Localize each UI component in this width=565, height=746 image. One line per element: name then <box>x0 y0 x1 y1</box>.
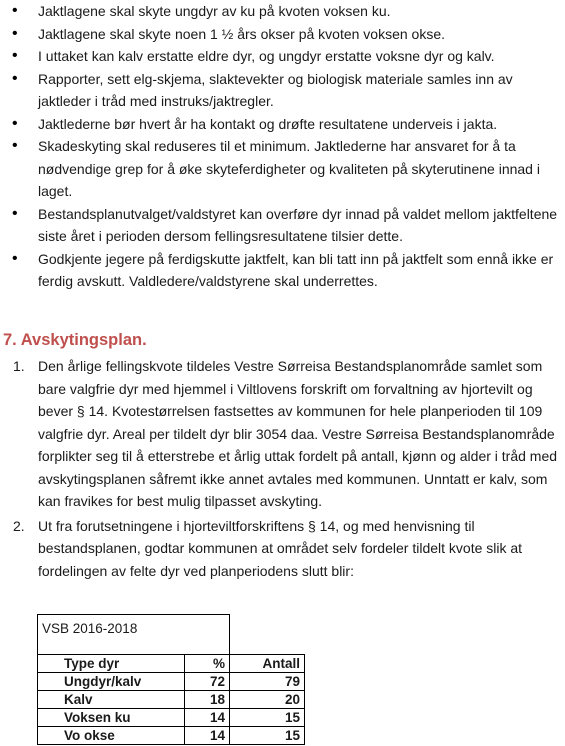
table-header-row <box>38 655 305 673</box>
table-cell: Voksen ku <box>38 709 185 727</box>
table-header-cell: Type dyr <box>38 655 185 673</box>
numbered-item <box>0 355 565 513</box>
bullet-item <box>0 203 565 248</box>
bullet-dot-icon: • <box>12 69 18 87</box>
table-row <box>38 673 305 691</box>
numbered-item-label: 2. <box>13 517 25 534</box>
table-cell: 14 <box>185 709 230 727</box>
numbered-item <box>0 515 565 583</box>
bullet-item <box>0 135 565 203</box>
table-cell: 20 <box>230 691 305 709</box>
bullet-text: Bestandsplanutvalget/valdstyret kan overføre dyr innad på valdet mellom jaktfeltene siste året i perioden dersom fellingsresultatene tilsier dette. <box>38 205 558 244</box>
bullet-text: Jaktlagene skal skyte ungdyr av ku på kvoten voksen ku. <box>38 3 391 19</box>
table-row <box>38 727 305 745</box>
bullet-dot-icon: • <box>12 204 18 222</box>
table-cell: 14 <box>185 727 230 745</box>
bullet-item <box>0 0 565 23</box>
bullet-text: I uttaket kan kalv erstatte eldre dyr, og ungdyr erstatte voksne dyr og kalv. <box>38 48 495 64</box>
bullet-text: Skadeskyting skal reduseres til et minimum. Jaktlederne har ansvaret for å ta nødvendige grep for å øke skyteferdigheter og kvaliteten på skyterutinene innad i laget. <box>38 138 540 199</box>
table-cell: 18 <box>185 691 230 709</box>
section-heading: 7. Avskytingsplan. <box>3 331 147 349</box>
numbered-list <box>0 355 565 582</box>
numbered-item-text: Ut fra forutsetningene i hjorteviltforskriftens § 14, og med henvisning til bestandsplanen, godtar kommunen at området selv fordeler tildelt kvote slik at fordelingen av felte dyr ved planperiodens slutt blir: <box>38 517 523 579</box>
table-cell: 15 <box>230 727 305 745</box>
table-title: VSB 2016-2018 <box>38 615 230 655</box>
table-cell: 72 <box>185 673 230 691</box>
bullet-dot-icon: • <box>12 47 18 64</box>
table-cell: Ungdyr/kalv <box>38 673 185 691</box>
table-header-cell: Antall <box>230 655 305 673</box>
bullet-item <box>0 23 565 46</box>
table-row <box>38 709 305 727</box>
table-cell: Kalv <box>38 691 185 709</box>
table-cell: Vo okse <box>38 727 185 745</box>
bullet-item <box>0 113 565 136</box>
bullet-list <box>0 0 565 293</box>
bullet-text: Godkjente jegere på ferdigskutte jaktfelt, kan bli tatt inn på jaktfelt som ennå ikke er ferdig avskutt. Valdledere/valdstyrene skal underrettes. <box>38 250 554 289</box>
bullet-dot-icon: • <box>12 114 18 132</box>
bullet-item <box>0 45 565 68</box>
numbered-item-text: Den årlige fellingskvote tildeles Vestre Sørreisa Bestandsplanområde samlet som bare valgfrie dyr med hjemmel i Viltlovens forskrift om forvaltning av hjortevilt og bever § 14. Kvotestørrelsen fastsettes av kommunen for hele planperioden til 109 valgfrie dyr. Areal per tildelt dyr blir 3054 daa. Vestre Sørreisa Bestandsplanområde forplikter seg til å etterstrebe et årlig uttak fordelt på antall, kjønn og alder i tråd med avskytingsplanen såfremt ikke annet avtales med kommunen. Unntatt er kalv, som kan fravikes for best mulig tilpasset avskyting. <box>38 358 558 509</box>
bullet-dot-icon: • <box>12 2 18 19</box>
table-header-cell: % <box>185 655 230 673</box>
numbered-item-label: 1. <box>13 358 25 374</box>
bullet-dot-icon: • <box>12 137 18 154</box>
bullet-text: Rapporter, sett elg-skjema, slaktevekter og biologisk materiale samles inn av jaktleder i tråd med instruks/jaktregler. <box>38 70 513 109</box>
bullet-text: Jaktlederne bør hvert år ha kontakt og drøfte resultatene underveis i jakta. <box>38 115 498 132</box>
table-row <box>38 691 305 709</box>
bullet-text: Jaktlagene skal skyte noen 1 ½ års okser på kvoten voksen okse. <box>38 25 446 42</box>
table-cell: 15 <box>230 709 305 727</box>
bullet-item <box>0 68 565 113</box>
bullet-dot-icon: • <box>12 249 18 267</box>
quota-table <box>37 614 305 745</box>
table-cell: 79 <box>230 673 305 691</box>
bullet-item <box>0 248 565 293</box>
bullet-dot-icon: • <box>12 24 18 42</box>
